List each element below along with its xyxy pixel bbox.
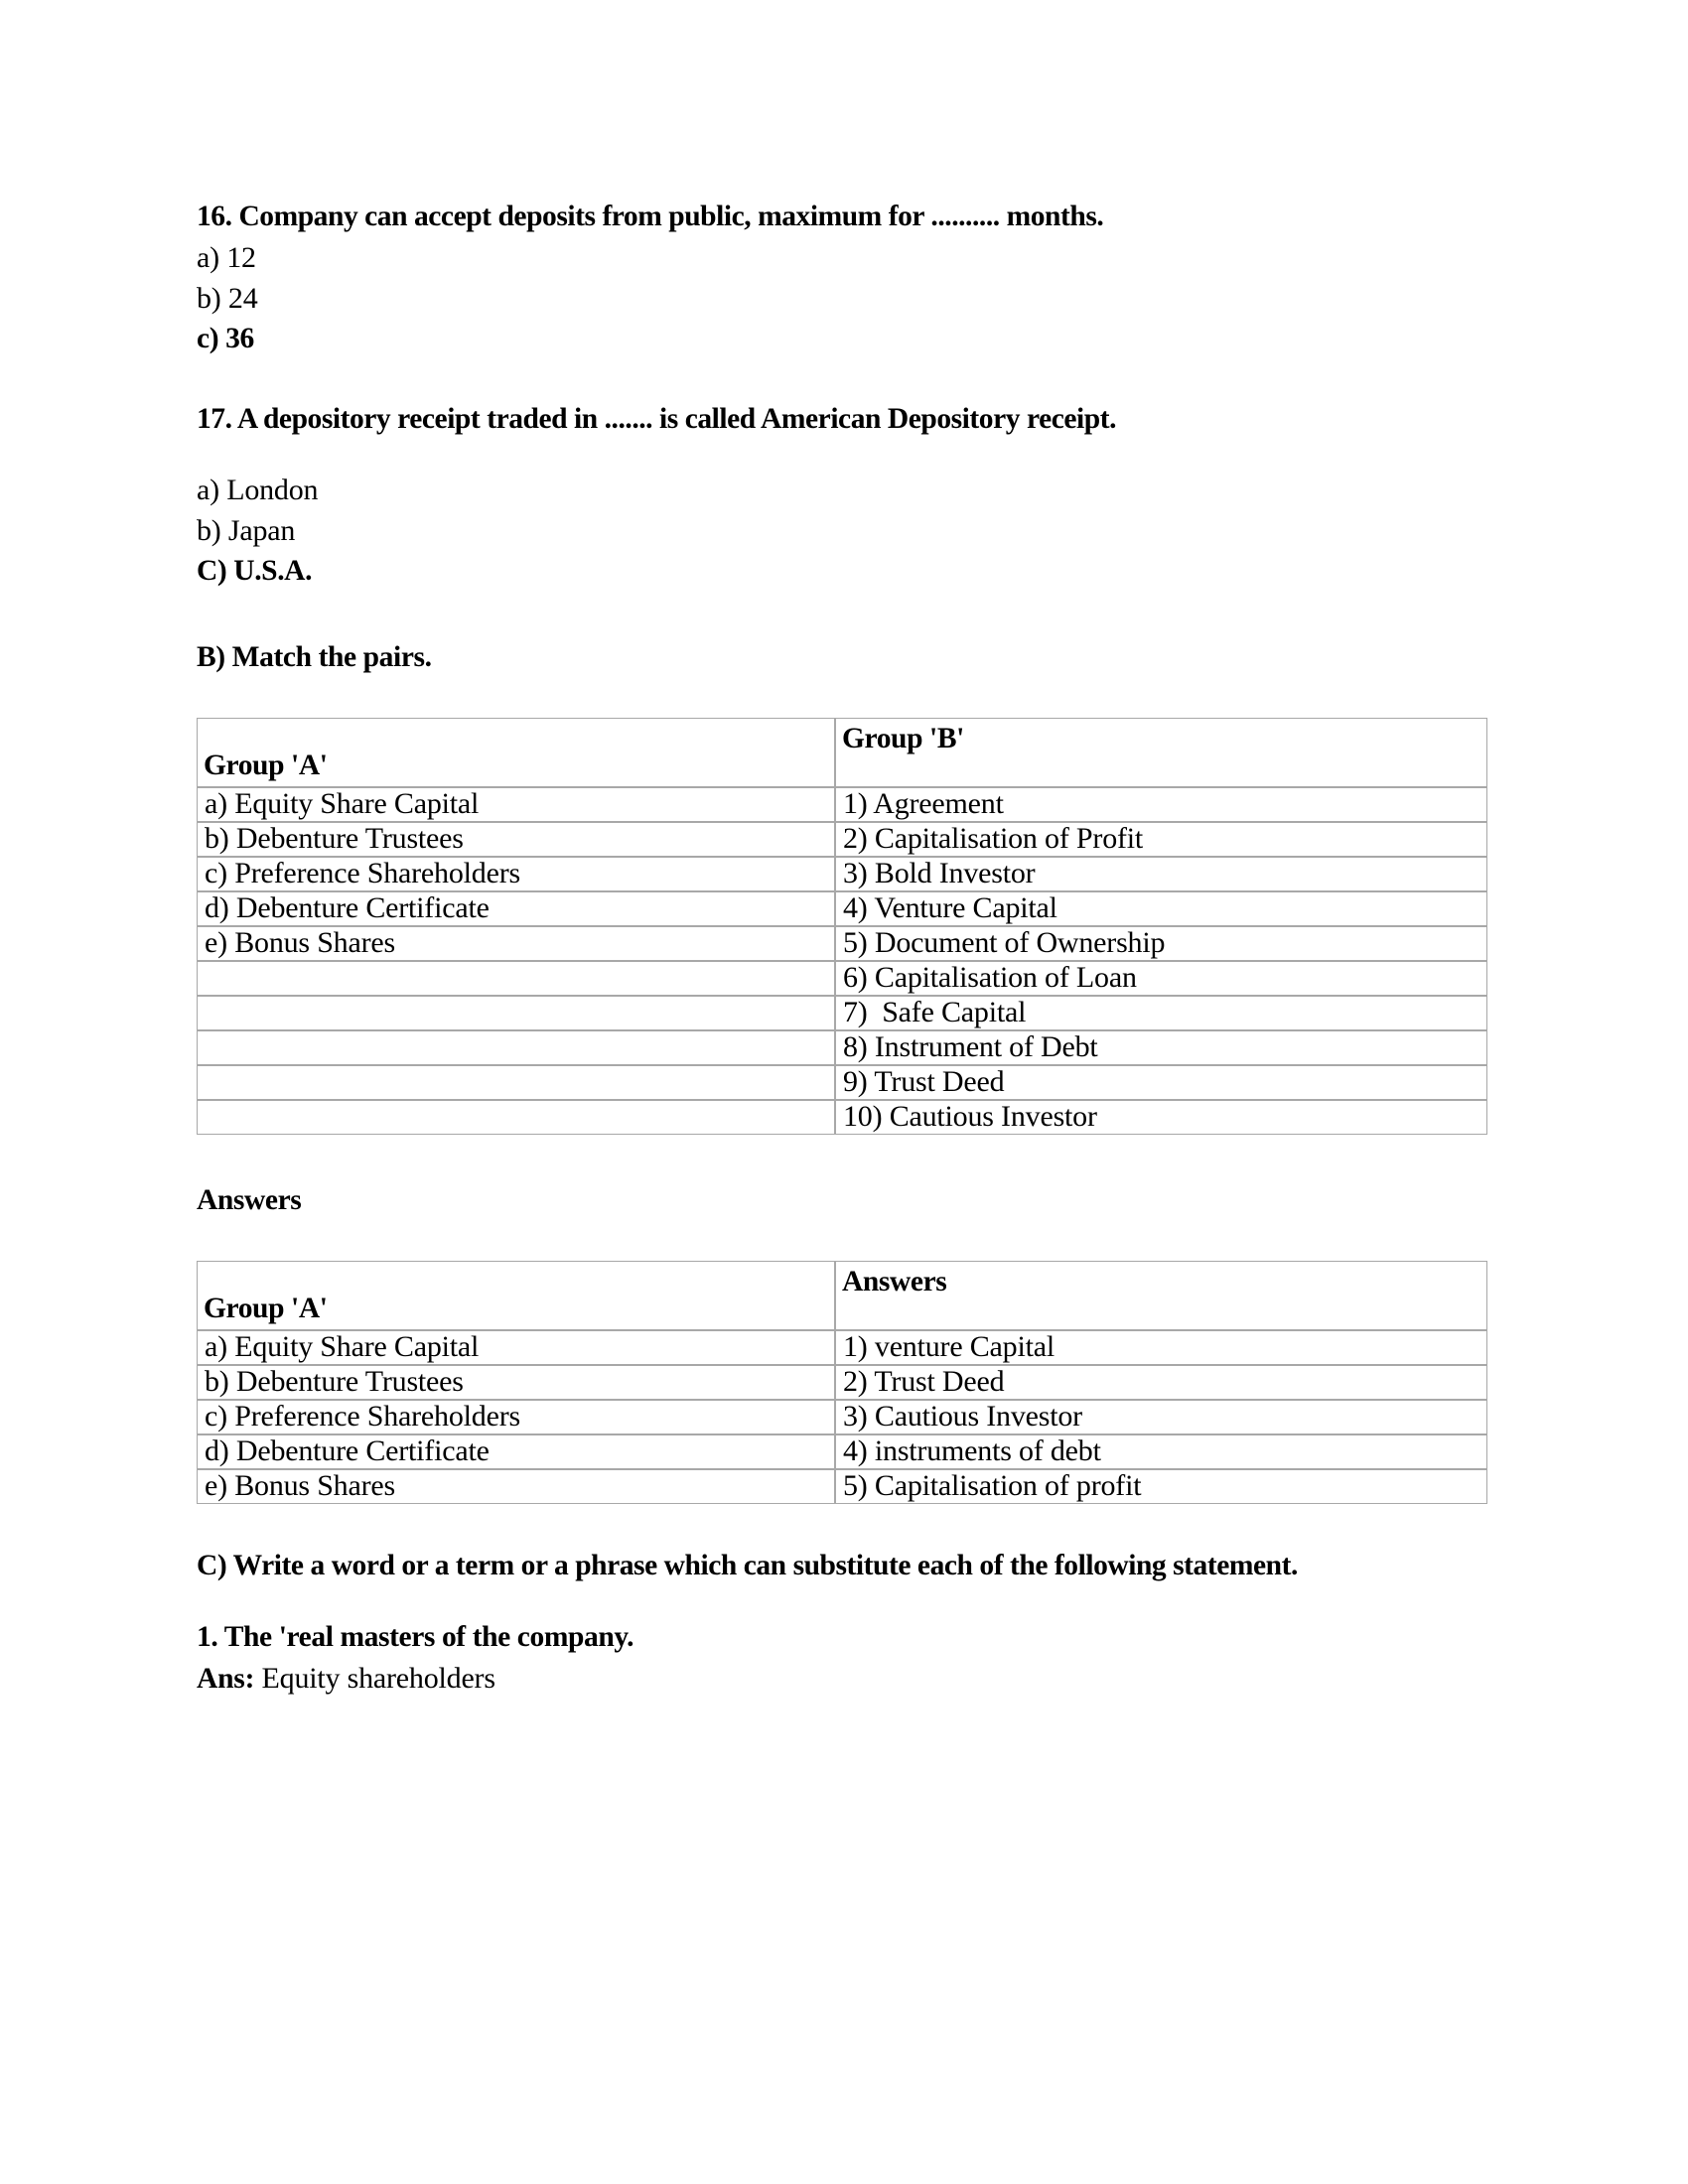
answers-table xyxy=(197,1261,1487,1504)
section-b-heading: B) Match the pairs. xyxy=(197,641,432,673)
table-row xyxy=(197,1469,1487,1504)
question-block-17 xyxy=(197,399,1489,592)
answer-text: Equity shareholders xyxy=(254,1662,495,1695)
question-16-option-a: a) 12 xyxy=(197,241,256,274)
column-header-group-a: Group 'A' xyxy=(197,718,835,787)
table-header-row xyxy=(197,718,1487,787)
question-17-option-c: C) U.S.A. xyxy=(197,555,313,587)
question-block-16 xyxy=(197,197,1489,359)
table-row xyxy=(197,996,1487,1030)
table-row xyxy=(197,1065,1487,1100)
group-b-cell: 4) Venture Capital xyxy=(835,891,1487,926)
spacer xyxy=(197,1135,1489,1180)
group-b-cell: 2) Capitalisation of Profit xyxy=(835,822,1487,857)
table-row xyxy=(197,822,1487,857)
column-header-group-b: Group 'B' xyxy=(835,718,1487,787)
spacer xyxy=(197,440,1489,470)
group-a-cell: c) Preference Shareholders xyxy=(197,857,835,891)
section-c-heading: C) Write a word or a term or a phrase which can substitute each of the following statement. xyxy=(197,1550,1298,1581)
group-a-cell: c) Preference Shareholders xyxy=(197,1400,835,1434)
answers-heading: Answers xyxy=(197,1184,302,1216)
section-c-item-1-question: 1. The 'real masters of the company. xyxy=(197,1621,634,1653)
question-16-option-b: b) 24 xyxy=(197,282,258,315)
group-a-cell-empty xyxy=(197,996,835,1030)
question-16-option-c: c) 36 xyxy=(197,323,254,354)
table-row xyxy=(197,787,1487,822)
group-b-cell: 10) Cautious Investor xyxy=(835,1100,1487,1135)
question-17-stem: 17. A depository receipt traded in ....... is called American Depository receipt. xyxy=(197,403,1117,435)
section-c-item-1-answer xyxy=(197,1658,1489,1700)
group-b-cell: 9) Trust Deed xyxy=(835,1065,1487,1100)
answer-cell: 5) Capitalisation of profit xyxy=(835,1469,1487,1504)
answer-cell: 4) instruments of debt xyxy=(835,1434,1487,1469)
spacer xyxy=(197,1587,1489,1617)
group-a-cell: b) Debenture Trustees xyxy=(197,822,835,857)
spacer xyxy=(197,678,1489,718)
group-b-cell: 6) Capitalisation of Loan xyxy=(835,961,1487,996)
group-a-cell: a) Equity Share Capital xyxy=(197,787,835,822)
group-a-cell: a) Equity Share Capital xyxy=(197,1330,835,1365)
table-row xyxy=(197,1100,1487,1135)
column-header-group-a: Group 'A' xyxy=(197,1261,835,1330)
answer-cell: 1) venture Capital xyxy=(835,1330,1487,1365)
group-a-cell: d) Debenture Certificate xyxy=(197,891,835,926)
group-a-cell-empty xyxy=(197,1065,835,1100)
table-header-row xyxy=(197,1261,1487,1330)
table-row xyxy=(197,961,1487,996)
table-row xyxy=(197,891,1487,926)
answer-cell: 3) Cautious Investor xyxy=(835,1400,1487,1434)
group-b-cell: 7) Safe Capital xyxy=(835,996,1487,1030)
table-row xyxy=(197,1434,1487,1469)
table-row xyxy=(197,1365,1487,1400)
group-b-cell: 3) Bold Investor xyxy=(835,857,1487,891)
group-b-cell: 5) Document of Ownership xyxy=(835,926,1487,961)
section-c-item-1 xyxy=(197,1617,1489,1700)
table-row xyxy=(197,1030,1487,1065)
column-header-answers: Answers xyxy=(835,1261,1487,1330)
answer-label: Ans: xyxy=(197,1663,255,1695)
answer-cell: 2) Trust Deed xyxy=(835,1365,1487,1400)
group-b-cell: 8) Instrument of Debt xyxy=(835,1030,1487,1065)
question-16-stem: 16. Company can accept deposits from public, maximum for .......... months. xyxy=(197,201,1104,232)
group-a-cell: e) Bonus Shares xyxy=(197,1469,835,1504)
question-17-option-b: b) Japan xyxy=(197,514,296,547)
group-a-cell-empty xyxy=(197,1100,835,1135)
group-a-cell-empty xyxy=(197,1030,835,1065)
group-a-cell: e) Bonus Shares xyxy=(197,926,835,961)
spacer xyxy=(197,1504,1489,1544)
group-a-cell-empty xyxy=(197,961,835,996)
match-the-pairs-table xyxy=(197,718,1487,1135)
group-b-cell: 1) Agreement xyxy=(835,787,1487,822)
table-row xyxy=(197,1400,1487,1434)
spacer xyxy=(197,592,1489,637)
group-a-cell: b) Debenture Trustees xyxy=(197,1365,835,1400)
table-row xyxy=(197,926,1487,961)
table-row xyxy=(197,1330,1487,1365)
group-a-cell: d) Debenture Certificate xyxy=(197,1434,835,1469)
question-17-option-a: a) London xyxy=(197,474,319,506)
spacer xyxy=(197,359,1489,399)
table-row xyxy=(197,857,1487,891)
spacer xyxy=(197,1221,1489,1261)
